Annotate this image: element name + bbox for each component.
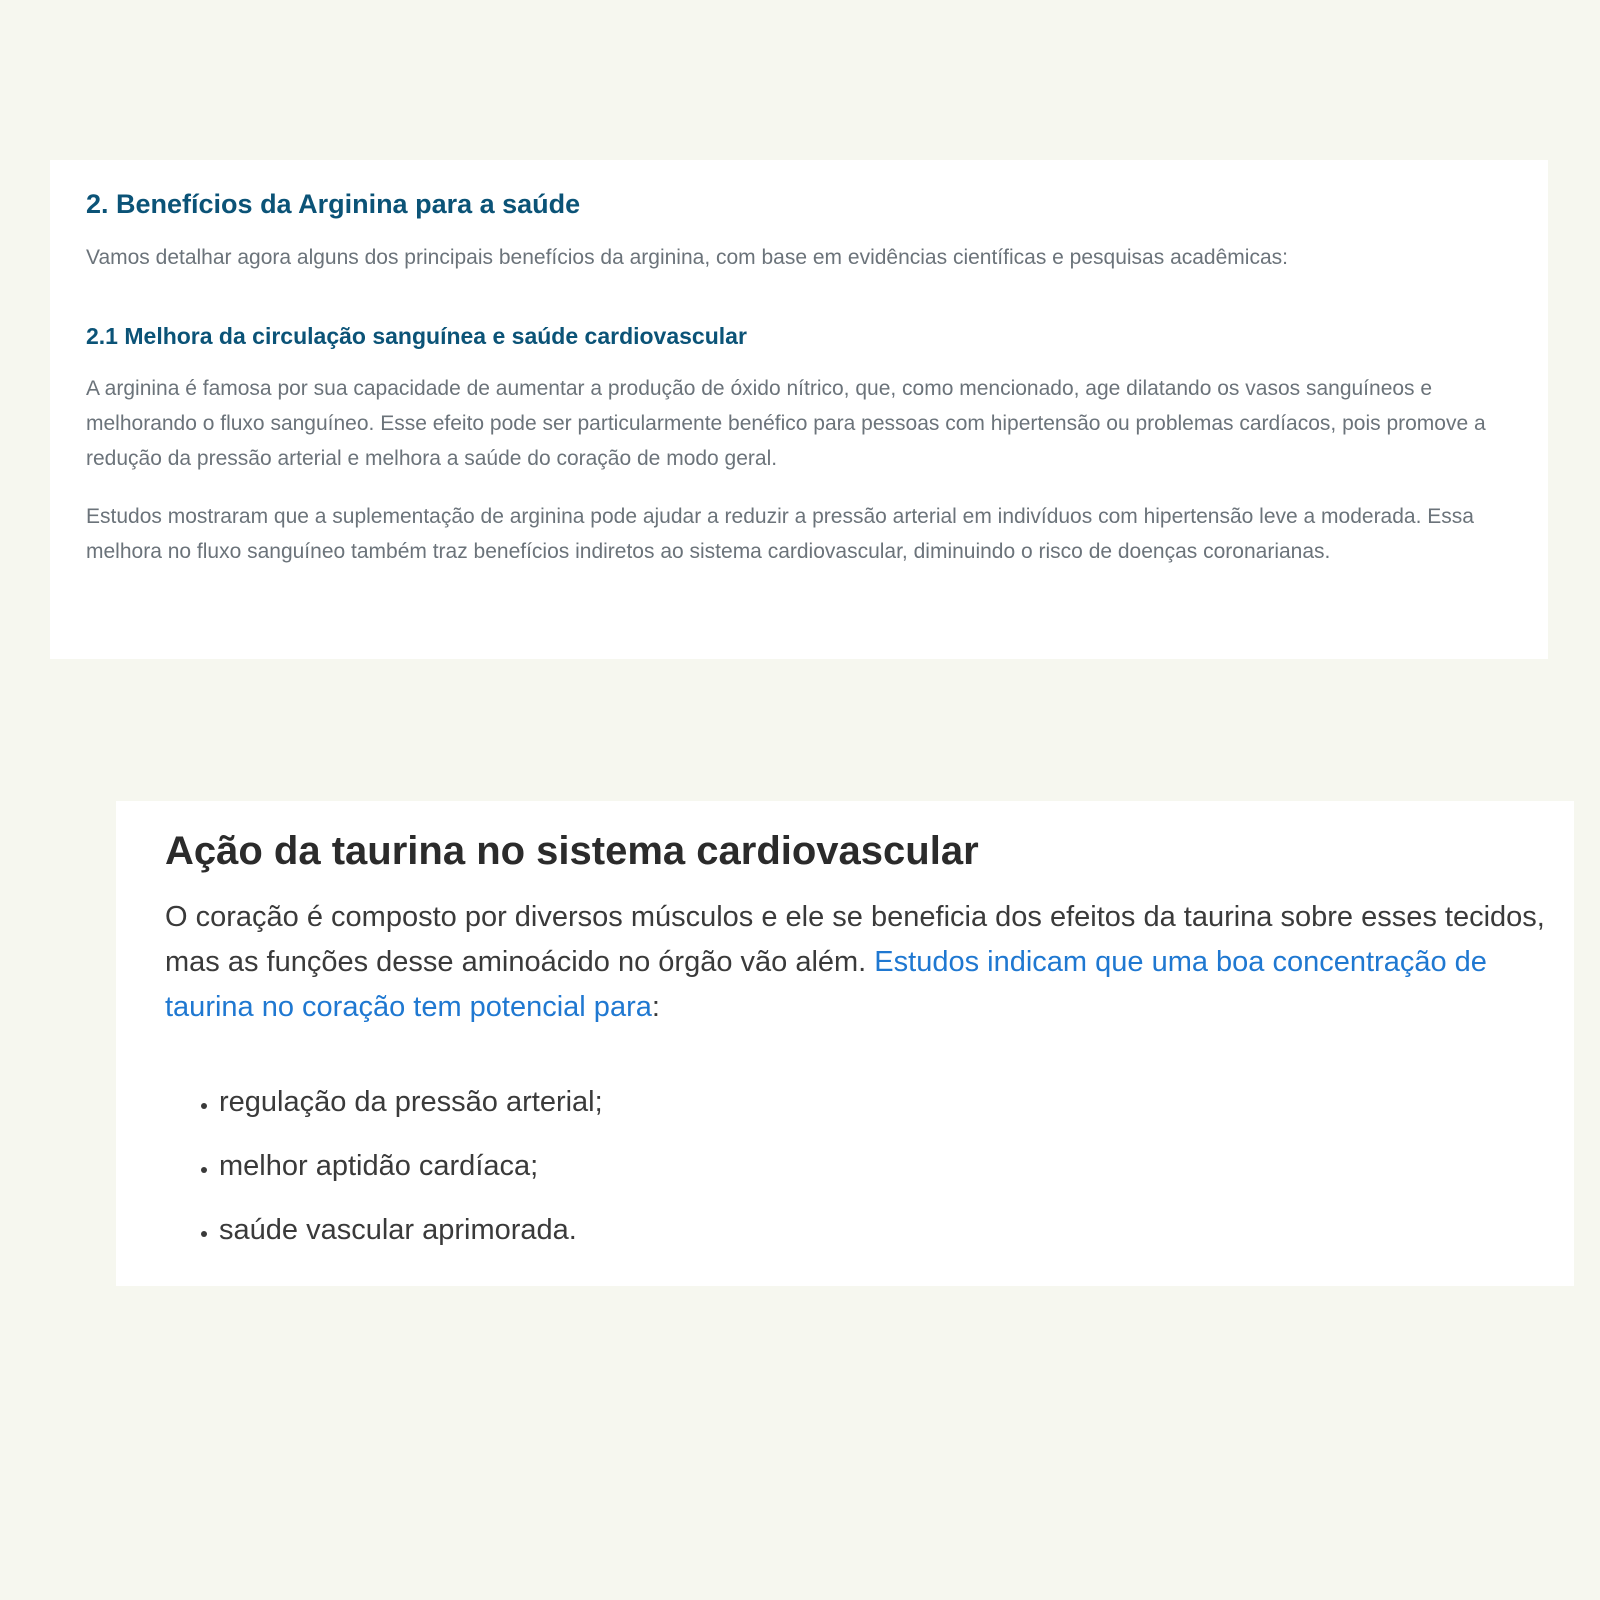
taurina-lead-paragraph: [165, 895, 1545, 1030]
estudos-link[interactable]: Estudos indicam que uma boa concentração de taurina no coração tem potencial para: [165, 946, 1487, 1023]
arginina-paragraph-2: Estudos mostraram que a suplementação de arginina pode ajudar a reduzir a pressão arterial em indivíduos com hipertensão leve a moderada. Essa melhora no fluxo sanguíneo também traz benefícios indiretos ao sistema cardiovascular, diminuindo o risco de doenças coronarianas.: [86, 505, 1474, 563]
list-item: • saúde vascular aprimorada.: [219, 1208, 1574, 1252]
arginina-intro: Vamos detalhar agora alguns dos principais benefícios da arginina, com base em evidências científicas e pesquisas acadêmicas:: [86, 246, 1288, 269]
arginina-article-card: [50, 160, 1548, 659]
arginina-paragraph-1: A arginina é famosa por sua capacidade de aumentar a produção de óxido nítrico, que, como mencionado, age dilatando os vasos sanguíneos e melhorando o fluxo sanguíneo. Esse efeito pode ser particularmente benéfico para pessoas com hipertensão ou problemas cardíacos, pois promove a redução da pressão arterial e melhora a saúde do coração de modo geral.: [86, 377, 1486, 470]
list-item: • regulação da pressão arterial;: [219, 1080, 1574, 1124]
taurina-article-card: [116, 801, 1574, 1286]
arginina-heading: 2. Benefícios da Arginina para a saúde: [86, 189, 581, 219]
list-item: • melhor aptidão cardíaca;: [219, 1144, 1574, 1188]
taurina-lead-end: :: [651, 991, 660, 1023]
taurina-benefits-list: [165, 1080, 1574, 1252]
taurina-heading: Ação da taurina no sistema cardiovascular: [165, 829, 979, 873]
circulacao-subheading: 2.1 Melhora da circulação sanguínea e saúde cardiovascular: [86, 323, 747, 349]
taurina-lead-text: O coração é composto por diversos músculos e ele se beneficia dos efeitos da taurina sobre esses tecidos, mas as funções desse aminoácido no órgão vão além.: [165, 901, 1545, 978]
